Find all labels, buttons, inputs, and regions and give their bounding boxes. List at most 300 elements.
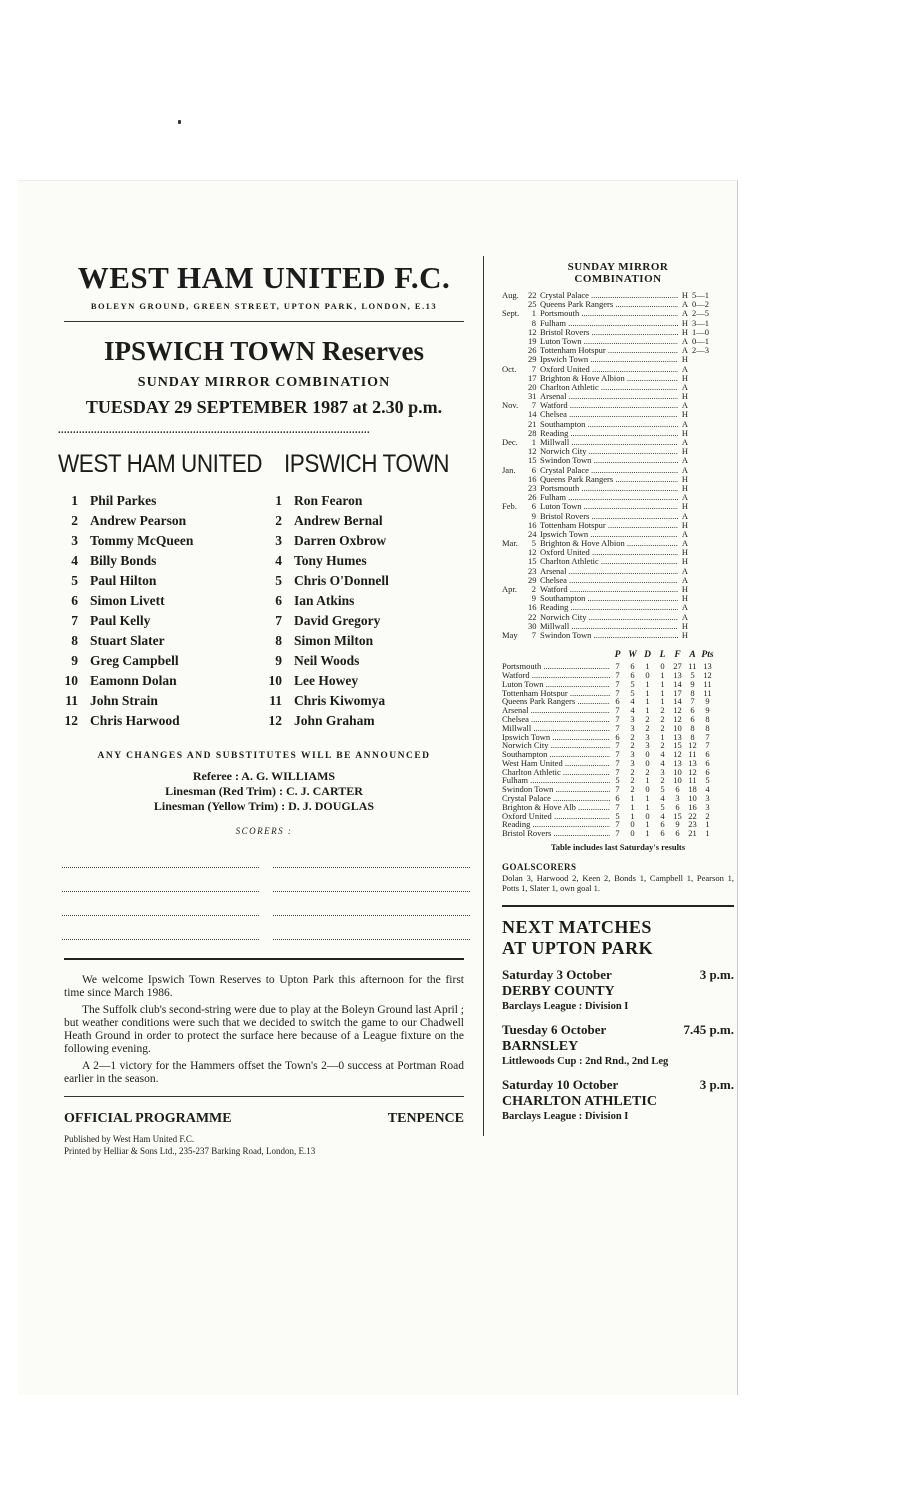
fixture-month [502,475,528,484]
thick-divider [64,958,464,960]
fixture-row [502,512,734,521]
fixture-day: 6 [531,501,536,512]
player-row [264,691,470,711]
fixture-day: 28 [528,427,537,438]
league-column-header: P [614,650,621,661]
league-stat: 2 [660,713,665,724]
fixture-day: 22 [528,290,537,300]
fixture-score: 1—0 [692,326,709,337]
league-stat: 3 [705,801,710,812]
league-stat: 27 [673,661,682,672]
scorer-lines [58,844,470,940]
fixture-opponent: Brighton & Hove Albion ..... [540,374,678,383]
player-name: Darren Oxbrow [294,533,387,548]
fixture-opponent: Queens Park Rangers ..... [540,475,678,484]
league-stat: 6 [615,696,620,707]
fixture-row [502,456,734,465]
fixture-score [692,447,718,456]
league-stat: 6 [630,669,635,680]
fixture-row [502,410,734,419]
league-stat: 6 [675,801,680,812]
league-stat: 1 [645,687,650,698]
league-stat: 12 [703,669,712,680]
league-table-header [502,650,734,660]
fixture-month [502,420,528,429]
league-stat: 1 [645,801,650,812]
next-match-opponent: DERBY COUNTY [502,984,615,1000]
fixture-score [692,622,718,631]
fixture-score [692,456,718,465]
fixture-day: 16 [528,473,537,484]
next-match-date: Tuesday 6 October [502,1022,607,1038]
league-stat: 2 [630,731,635,742]
fixture-score: 2—3 [692,345,709,356]
player-name: John Strain [90,693,158,708]
league-stat: 7 [615,661,620,672]
league-stat: 2 [660,740,665,751]
fixture-row [502,429,734,438]
fixture-row [502,631,734,640]
fixture-opponent: Fulham ..... [540,493,678,502]
league-stat: 1 [645,696,650,707]
programme-page [18,180,738,1395]
welcome-paragraph: We welcome Ipswich Town Reserves to Upton Park this afternoon for the first time since March 1986. [64,974,464,999]
fixture-row [502,392,734,401]
fixture-opponent: Arsenal ..... [540,392,678,401]
league-stat: 7 [615,669,620,680]
league-stat: 0 [645,749,650,760]
scorer-line [62,892,259,916]
linesman-red: Linesman (Red Trim) : C. J. CARTER [165,784,363,798]
shirt-number: 11 [65,693,78,708]
scorer-line [273,844,470,868]
league-column-header: D [644,650,651,661]
shirt-number: 2 [71,513,78,528]
league-stat: 3 [630,749,635,760]
league-stat: 6 [660,828,665,839]
fixture-venue: H [681,501,689,512]
fixture-day: 23 [528,565,537,576]
fixture-venue: H [681,372,689,383]
player-name: Chris Kiwomya [294,693,386,708]
league-stat: 14 [673,678,682,689]
fixture-score [692,410,718,419]
fixture-month: Nov. [502,400,519,411]
fixture-score: 0—1 [692,335,709,346]
fixture-row [502,530,734,539]
shirt-number: 6 [275,593,282,608]
fixture-venue: A [681,574,689,585]
shirt-number: 8 [71,633,78,648]
next-match-date-line [502,1077,734,1093]
fixture-day: 16 [528,519,537,530]
home-team [58,450,264,731]
player-row [264,531,470,551]
fixture-month: Mar. [502,538,518,549]
fixture-day: 12 [528,446,537,457]
shirt-number: 10 [64,673,78,688]
league-column-header: Pts [701,650,714,661]
league-team: Bristol Rovers ..... [502,829,610,838]
fixture-day: 2 [531,584,536,594]
next-match-time: 3 p.m. [699,967,734,983]
fixture-opponent: Reading ..... [540,603,678,612]
shirt-number: 2 [275,513,282,528]
fixture-opponent: Swindon Town ..... [540,631,678,640]
league-stat: 7 [705,740,710,751]
fixture-opponent: Luton Town ..... [540,502,678,511]
league-stat: 5 [615,775,620,786]
league-stat: 7 [690,696,695,707]
shirt-number: 6 [71,593,78,608]
fixture-month: Feb. [502,501,517,512]
league-stat: 1 [645,661,650,672]
fixtures-title: SUNDAY MIRROR [567,261,669,273]
league-stat: 1 [630,801,635,812]
fixture-day: 7 [531,363,536,374]
league-stat: 7 [615,828,620,839]
league-column-header: F [674,650,681,661]
league-stat: 1 [660,687,665,698]
fixture-row [502,355,734,364]
next-match-competition: Barclays League : Division I [502,1111,629,1123]
fixture-venue: A [681,602,689,613]
fixture-venue: A [681,611,689,622]
fixture-month: May [502,629,518,640]
league-stat: 9 [675,819,680,830]
league-stat: 4 [630,705,635,716]
opponent-title: IPSWICH TOWN Reserves [103,336,424,366]
column-divider [483,256,484,1136]
fixture-score [692,585,718,594]
scorers-label: SCORERS : [235,826,293,836]
league-stat: 11 [688,749,697,760]
fixture-row [502,502,734,511]
fixture-opponent: Queens Park Rangers ..... [540,300,678,309]
fixture-month [502,512,528,521]
league-stat: 7 [615,757,620,768]
league-stat: 12 [688,740,697,751]
league-team: Luton Town ..... [502,680,610,689]
league-stat: 9 [690,678,695,689]
player-name: Simon Livett [90,593,165,608]
fixture-score [692,567,718,576]
shirt-number: 7 [71,613,78,628]
fixture-month [502,383,528,392]
fixture-day: 6 [531,464,536,475]
league-team: Ipswich Town ..... [502,733,610,742]
league-stat: 0 [645,810,650,821]
fixture-score [692,631,718,640]
fixture-score [692,383,718,392]
player-row [264,491,470,511]
league-stat: 15 [673,740,682,751]
fixture-row [502,466,734,475]
fixture-venue: A [681,308,689,319]
fixture-score [692,557,718,566]
changes-notice: ANY CHANGES AND SUBSTITUTES WILL BE ANNOUNCED [97,751,431,761]
league-stat: 10 [673,722,682,733]
fixture-venue: H [681,326,689,337]
fixture-score [692,539,718,548]
fixture-day: 1 [531,308,536,319]
league-stat: 1 [705,828,710,839]
fixture-row [502,557,734,566]
fixture-day: 7 [531,400,536,411]
league-stat: 0 [630,819,635,830]
league-team: Southampton ..... [502,750,610,759]
fixture-venue: H [681,519,689,530]
league-stat: 7 [615,801,620,812]
fixture-venue: A [681,335,689,346]
scorer-line [273,868,470,892]
fixture-day: 26 [528,492,537,503]
fixture-score [692,365,718,374]
league-stat: 5 [705,775,710,786]
shirt-number: 7 [275,613,282,628]
league-team: Millwall ..... [502,724,610,733]
fixture-row [502,420,734,429]
scorer-line [62,916,259,940]
player-row [264,591,470,611]
player-row [264,631,470,651]
league-stat: 7 [615,740,620,751]
divider [502,905,734,907]
fixture-venue: H [681,629,689,640]
fixture-month: Aug. [502,290,519,300]
player-row [58,631,264,651]
fixture-venue: A [681,345,689,356]
fixture-opponent: Reading ..... [540,429,678,438]
player-name: Eamonn Dolan [90,673,177,688]
league-stat: 0 [645,757,650,768]
fixture-opponent: Chelsea ..... [540,410,678,419]
player-name: Tony Humes [294,553,367,568]
fixture-venue: H [681,409,689,420]
league-stat: 18 [688,784,697,795]
fixtures-subtitle: COMBINATION [574,273,662,285]
fixture-venue: H [681,427,689,438]
fixture-month [502,374,528,383]
player-name: Paul Hilton [90,573,157,588]
fixture-day: 12 [528,547,537,558]
next-match-date: Saturday 10 October [502,1077,619,1093]
player-row [264,571,470,591]
divider [64,321,464,322]
league-stat: 3 [660,766,665,777]
league-stat: 1 [645,678,650,689]
league-stat: 4 [660,749,665,760]
player-name: Andrew Bernal [294,513,383,528]
league-stat: 7 [615,784,620,795]
fixture-score: 5—1 [692,290,709,300]
fixture-month [502,328,528,337]
league-team: Queens Park Rangers ..... [502,697,610,706]
league-stat: 2 [705,810,710,821]
league-stat: 2 [630,775,635,786]
league-stat: 8 [690,722,695,733]
shirt-number: 1 [275,493,282,508]
fixture-day: 23 [528,482,537,493]
print-speck [178,120,181,124]
fixture-day: 8 [531,317,536,328]
shirt-number: 10 [268,673,282,688]
away-team [264,450,470,731]
league-stat: 23 [688,819,697,830]
fixture-opponent: Ipswich Town ..... [540,530,678,539]
fixture-row [502,613,734,622]
goalscorers-text: Dolan 3, Harwood 2, Keen 2, Bonds 1, Campbell 1, Pearson 1, Potts 1, Slater 1, own goal 1. [502,873,734,893]
league-stat: 1 [660,731,665,742]
fixture-month [502,594,528,603]
fixture-score [692,392,718,401]
shirt-number: 8 [275,633,282,648]
player-name: Greg Campbell [90,653,179,668]
welcome-text [58,974,470,1086]
league-stat: 1 [645,793,650,804]
fixture-opponent: Swindon Town ..... [540,456,678,465]
league-stat: 2 [630,784,635,795]
fixture-row [502,576,734,585]
fixture-venue: A [681,538,689,549]
fixture-score [692,401,718,410]
fixture-opponent: Norwich City ..... [540,613,678,622]
league-stat: 11 [688,661,697,672]
league-stat: 2 [630,740,635,751]
fixture-opponent: Chelsea ..... [540,576,678,585]
league-stat: 7 [615,678,620,689]
player-name: Chris O'Donnell [294,573,389,588]
league-stat: 13 [673,669,682,680]
dotted-divider: ........................................................................................................ [58,426,370,436]
fixture-score [692,374,718,383]
fixture-month: Dec. [502,437,518,447]
fixture-opponent: Crystal Palace ..... [540,291,678,300]
fixture-day: 5 [531,538,536,549]
player-row [58,511,264,531]
fixture-opponent: Southampton ..... [540,594,678,603]
league-stat: 13 [673,757,682,768]
league-stat: 2 [645,766,650,777]
fixture-day: 16 [528,602,537,613]
fixture-row [502,475,734,484]
player-row [58,591,264,611]
league-stat: 2 [660,775,665,786]
fixture-month: Jan. [502,464,516,475]
player-name: John Graham [294,713,375,728]
shirt-number: 4 [275,553,282,568]
player-name: Billy Bonds [90,553,157,568]
player-name: Chris Harwood [90,713,180,728]
league-stat: 6 [690,705,695,716]
programme-price: TENPENCE [387,1111,464,1126]
league-stat: 7 [615,749,620,760]
league-team: Reading ..... [502,820,610,829]
league-stat: 3 [645,731,650,742]
league-team: Fulham ..... [502,776,610,785]
fixture-score [692,438,718,447]
player-row [264,711,470,731]
player-name: David Gregory [294,613,381,628]
fixture-opponent: Watford ..... [540,585,678,594]
fixture-opponent: Norwich City ..... [540,447,678,456]
league-stat: 2 [645,713,650,724]
league-column-header: A [689,650,696,661]
next-match-date: Saturday 3 October [502,967,612,983]
next-match-date-line [502,967,734,983]
fixture-opponent: Charlton Athletic ..... [540,557,678,566]
league-stat: 3 [645,740,650,751]
competition-title: SUNDAY MIRROR COMBINATION [137,375,391,390]
player-name: Neil Woods [294,653,360,668]
fixture-row [502,567,734,576]
league-team: Crystal Palace ..... [502,794,610,803]
league-team: Tottenham Hotspur ..... [502,689,610,698]
next-match-competition: Barclays League : Division I [502,1001,629,1013]
right-column [502,261,734,1124]
league-stat: 2 [630,766,635,777]
league-stat: 2 [660,705,665,716]
player-row [58,491,264,511]
welcome-paragraph: The Suffolk club's second-string were due to play at the Boleyn Ground last April ; but weather conditions were such that we decided to switch the game to our Chadwell Heath Ground in order to protect the surface here because of a League fixture on the following evening. [64,1004,464,1055]
league-stat: 21 [688,828,697,839]
fixture-venue: A [681,464,689,475]
league-team: Oxford United ..... [502,812,610,821]
fixture-day: 24 [528,528,537,539]
fixture-day: 9 [531,593,536,604]
league-stat: 5 [660,801,665,812]
fixture-day: 29 [528,574,537,585]
league-stat: 7 [615,705,620,716]
league-stat: 6 [705,766,710,777]
fixture-venue: H [681,290,689,300]
fixture-score [692,521,718,530]
fixture-score: 2—5 [692,308,709,319]
fixture-opponent: Bristol Rovers ..... [540,512,678,521]
fixture-opponent: Southampton ..... [540,420,678,429]
home-team-name: WEST HAM UNITED [58,450,263,478]
shirt-number: 9 [71,653,78,668]
league-team: Chelsea ..... [502,715,610,724]
next-match-time: 3 p.m. [699,1077,734,1093]
league-stat: 1 [645,819,650,830]
league-stat: 8 [690,687,695,698]
league-stat: 22 [688,810,697,821]
league-stat: 13 [703,661,712,672]
fixture-row [502,603,734,612]
shirt-number: 12 [268,713,282,728]
player-name: Tommy McQueen [90,533,194,548]
fixture-month [502,319,528,328]
next-match [502,1077,734,1124]
fixture-day: 7 [531,629,536,640]
fixture-score [692,466,718,475]
fixture-day: 17 [528,372,537,383]
league-stat: 3 [630,757,635,768]
fixture-score [692,576,718,585]
league-stat: 7 [615,687,620,698]
fixture-opponent: Crystal Palace ..... [540,466,678,475]
away-team-name: IPSWICH TOWN [284,450,450,478]
divider [64,1096,464,1097]
fixture-day: 14 [528,409,537,420]
scorer-line [62,844,259,868]
league-stat: 2 [645,722,650,733]
fixture-month [502,346,528,355]
league-stat: 10 [673,766,682,777]
next-match-date-line [502,1022,734,1038]
printer-line: Printed by Helliar & Sons Ltd., 235-237 Barking Road, London, E.13 [64,1146,316,1156]
